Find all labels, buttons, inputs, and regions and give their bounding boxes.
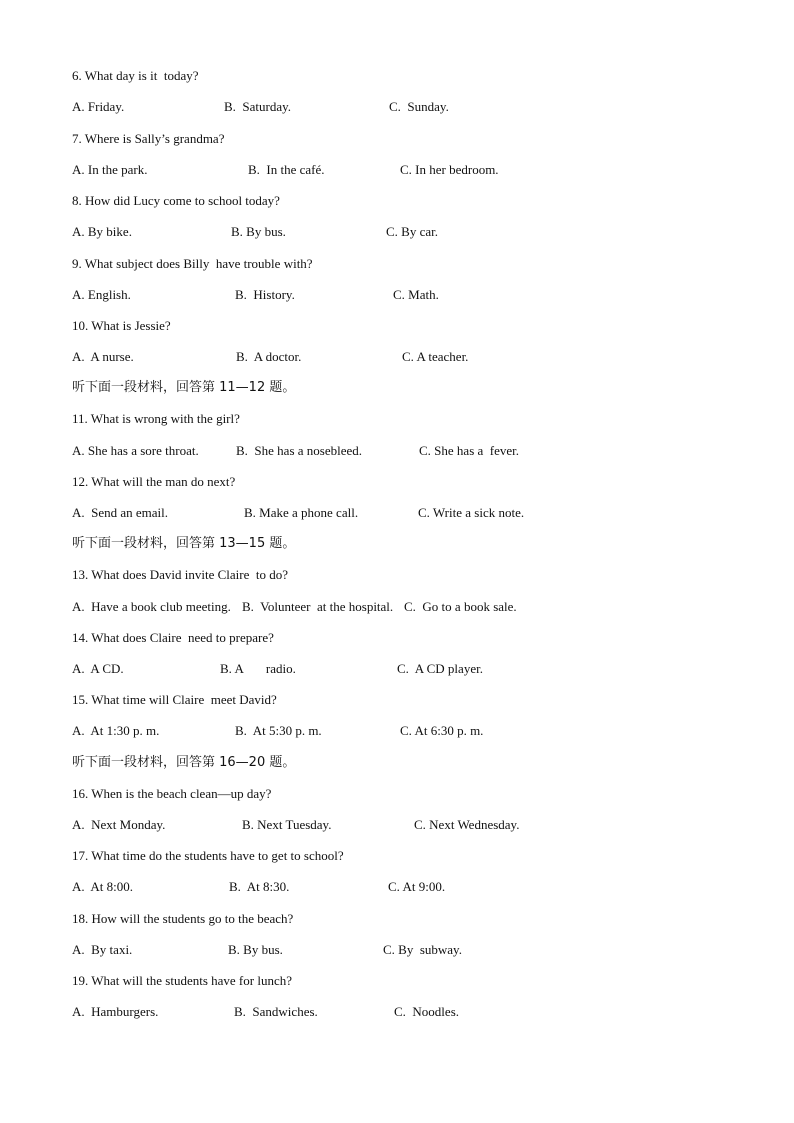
question-17-stem: 17. What time do the students have to get to school? [72, 848, 344, 863]
question-7-option-c: C. In her bedroom. [400, 162, 499, 177]
section-heading-13-15: 听下面一段材料，回答第 13—15 题。 [72, 536, 296, 551]
question-13-stem: 13. What does David invite Claire to do? [72, 567, 289, 582]
question-18-stem: 18. How will the students go to the beach? [72, 911, 294, 926]
question-6-option-a: A. Friday. [72, 99, 125, 114]
question-11-options [72, 443, 772, 459]
question-12-options [72, 505, 772, 521]
question-11-option-a: A. She has a sore throat. [72, 443, 199, 458]
question-9-option-b: B. History. [235, 287, 295, 302]
question-12-option-a: A. Send an email. [72, 505, 169, 520]
question-12-option-c: C. Write a sick note. [418, 505, 525, 520]
question-8-option-c: C. By car. [386, 224, 438, 239]
question-16-option-b: B. Next Tuesday. [242, 817, 332, 832]
question-15-option-a: A. At 1:30 p. m. [72, 723, 160, 738]
question-18-options [72, 942, 772, 958]
question-16-options [72, 817, 772, 833]
question-15-options [72, 723, 772, 739]
question-12-stem: 12. What will the man do next? [72, 474, 236, 489]
question-8-option-b: B. By bus. [231, 224, 286, 239]
question-16-stem: 16. When is the beach clean—up day? [72, 786, 272, 801]
question-7-option-b: B. In the café. [248, 162, 325, 177]
section-heading-11-12: 听下面一段材料，回答第 11—12 题。 [72, 380, 296, 395]
question-18-option-c: C. By subway. [383, 942, 462, 957]
question-10-stem: 10. What is Jessie? [72, 318, 171, 333]
question-8-option-a: A. By bike. [72, 224, 132, 239]
question-19-option-c: C. Noodles. [394, 1004, 459, 1019]
section-heading-16-20: 听下面一段材料，回答第 16—20 题。 [72, 755, 296, 770]
question-18-option-a: A. By taxi. [72, 942, 133, 957]
question-10-options [72, 349, 772, 365]
question-15-option-b: B. At 5:30 p. m. [235, 723, 322, 738]
question-13-options [72, 599, 772, 615]
question-15-option-c: C. At 6:30 p. m. [400, 723, 484, 738]
question-11-option-c: C. She has a fever. [419, 443, 520, 458]
question-7-stem: 7. Where is Sally’s grandma? [72, 131, 225, 146]
question-8-stem: 8. How did Lucy come to school today? [72, 193, 280, 208]
question-13-option-b: B. Volunteer at the hospital. [242, 599, 394, 614]
question-13-option-a: A. Have a book club meeting. [72, 599, 231, 614]
question-12-option-b: B. Make a phone call. [244, 505, 359, 520]
question-14-option-a: A. A CD. [72, 661, 124, 676]
question-17-option-c: C. At 9:00. [388, 879, 446, 894]
question-13-option-c: C. Go to a book sale. [404, 599, 517, 614]
question-16-option-a: A. Next Monday. [72, 817, 166, 832]
question-10-option-b: B. A doctor. [236, 349, 302, 364]
question-19-options [72, 1004, 772, 1020]
question-9-option-c: C. Math. [393, 287, 439, 302]
question-9-stem: 9. What subject does Billy have trouble with? [72, 256, 313, 271]
question-10-option-c: C. A teacher. [402, 349, 469, 364]
question-17-option-a: A. At 8:00. [72, 879, 134, 894]
question-7-option-a: A. In the park. [72, 162, 148, 177]
question-19-option-a: A. Hamburgers. [72, 1004, 159, 1019]
question-11-stem: 11. What is wrong with the girl? [72, 411, 240, 426]
question-14-option-c: C. A CD player. [397, 661, 483, 676]
question-9-options [72, 287, 772, 303]
question-19-option-b: B. Sandwiches. [234, 1004, 318, 1019]
question-17-option-b: B. At 8:30. [229, 879, 290, 894]
question-14-option-b: B. A radio. [220, 661, 296, 676]
question-18-option-b: B. By bus. [228, 942, 283, 957]
question-6-option-c: C. Sunday. [389, 99, 449, 114]
question-6-options [72, 99, 772, 115]
question-14-stem: 14. What does Claire need to prepare? [72, 630, 274, 645]
question-17-options [72, 879, 772, 895]
question-6-stem: 6. What day is it today? [72, 68, 199, 83]
question-8-options [72, 224, 772, 240]
question-9-option-a: A. English. [72, 287, 131, 302]
question-19-stem: 19. What will the students have for lunch? [72, 973, 292, 988]
question-6-option-b: B. Saturday. [224, 99, 292, 114]
question-16-option-c: C. Next Wednesday. [414, 817, 520, 832]
question-10-option-a: A. A nurse. [72, 349, 134, 364]
question-7-options [72, 162, 772, 178]
question-15-stem: 15. What time will Claire meet David? [72, 692, 277, 707]
question-11-option-b: B. She has a nosebleed. [236, 443, 363, 458]
question-14-options [72, 661, 772, 677]
